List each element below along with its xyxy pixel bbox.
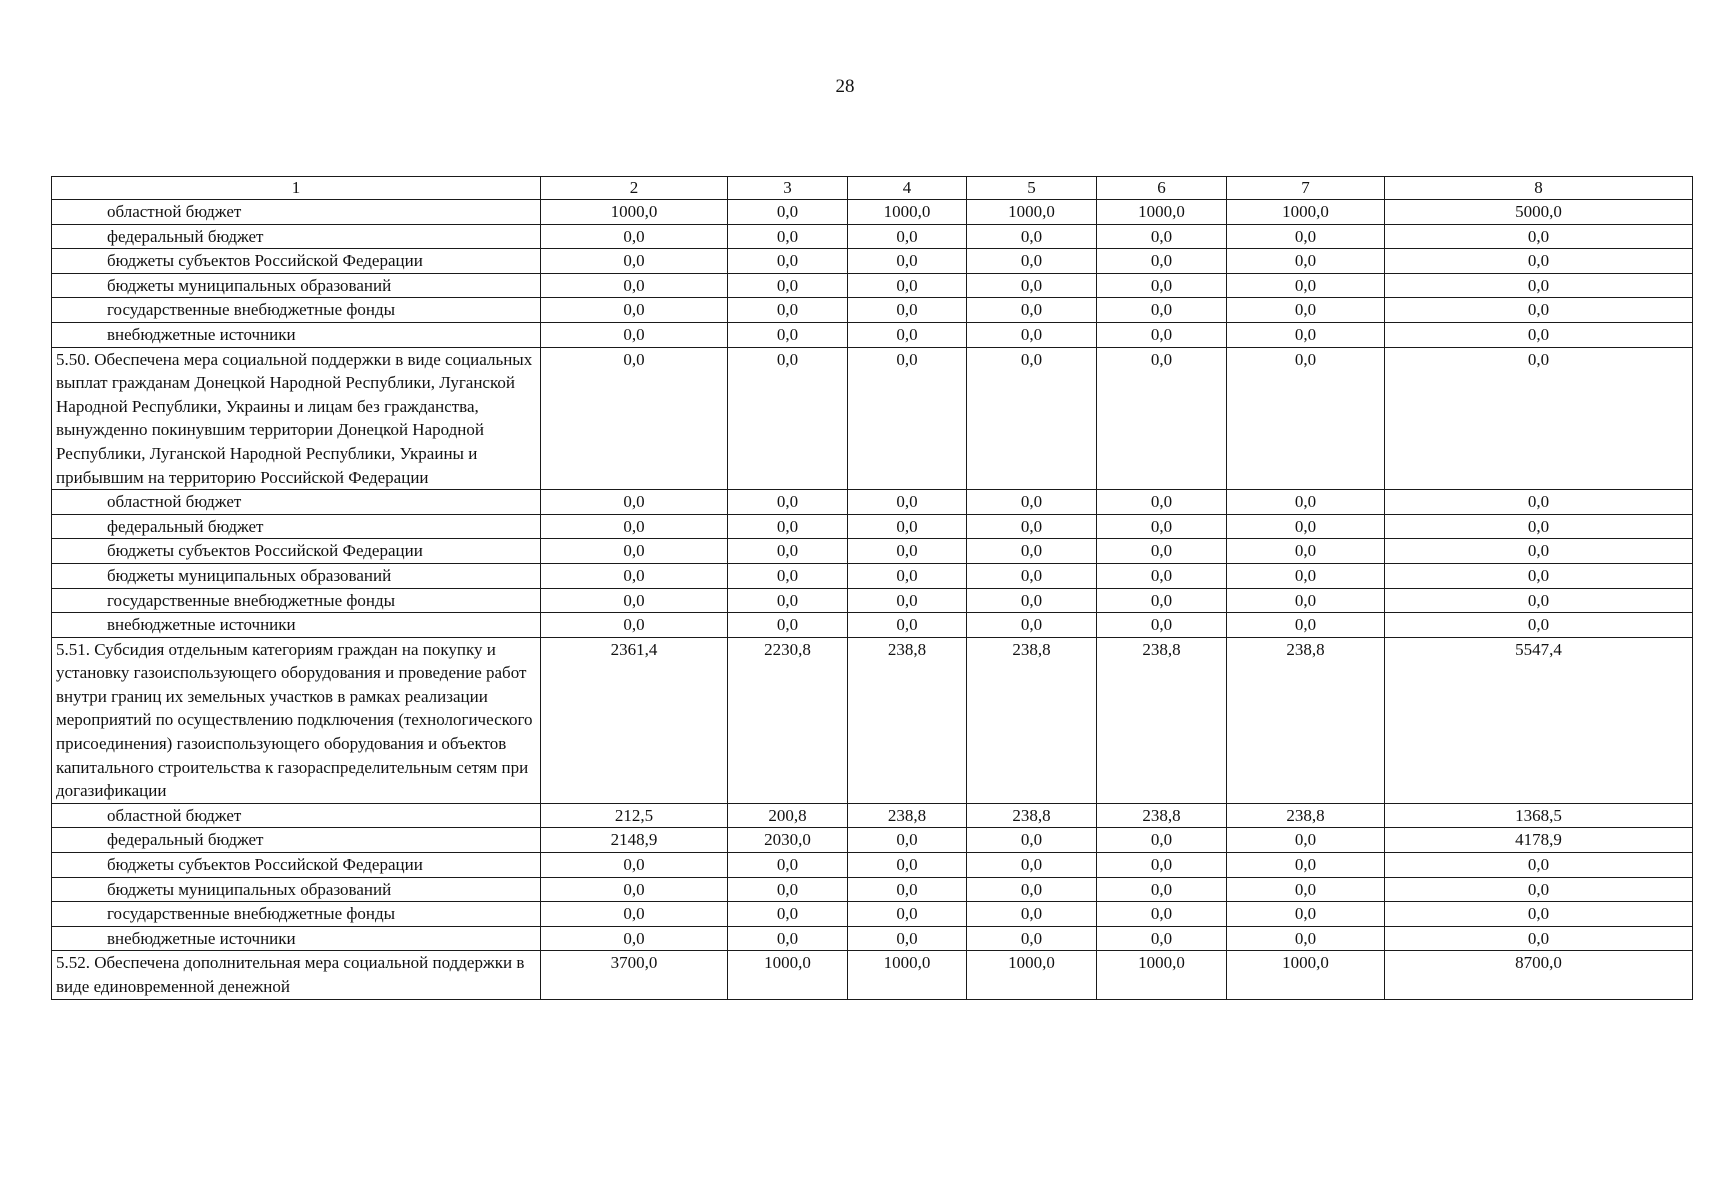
value-cell: 0,0 bbox=[1227, 902, 1385, 927]
value-cell: 2030,0 bbox=[728, 828, 848, 853]
budget-source-row bbox=[52, 539, 1693, 564]
budget-source-label: бюджеты муниципальных образований bbox=[52, 273, 541, 298]
value-cell: 0,0 bbox=[728, 613, 848, 638]
value-cell: 0,0 bbox=[728, 514, 848, 539]
value-cell: 2361,4 bbox=[541, 637, 728, 803]
value-cell: 1000,0 bbox=[1097, 200, 1227, 225]
budget-source-label: бюджеты субъектов Российской Федерации bbox=[52, 539, 541, 564]
value-cell: 0,0 bbox=[967, 613, 1097, 638]
budget-source-label: государственные внебюджетные фонды bbox=[52, 588, 541, 613]
budget-source-row bbox=[52, 803, 1693, 828]
value-cell: 0,0 bbox=[728, 490, 848, 515]
value-cell: 0,0 bbox=[1385, 902, 1693, 927]
value-cell: 0,0 bbox=[541, 347, 728, 490]
value-cell: 0,0 bbox=[1385, 224, 1693, 249]
value-cell: 0,0 bbox=[1385, 853, 1693, 878]
value-cell: 0,0 bbox=[848, 613, 967, 638]
value-cell: 0,0 bbox=[1227, 249, 1385, 274]
value-cell: 0,0 bbox=[967, 877, 1097, 902]
value-cell: 0,0 bbox=[967, 347, 1097, 490]
budget-source-row bbox=[52, 926, 1693, 951]
value-cell: 0,0 bbox=[848, 877, 967, 902]
value-cell: 212,5 bbox=[541, 803, 728, 828]
value-cell: 0,0 bbox=[1385, 877, 1693, 902]
value-cell: 0,0 bbox=[848, 588, 967, 613]
column-header: 3 bbox=[728, 177, 848, 200]
value-cell: 0,0 bbox=[1097, 322, 1227, 347]
measure-description: 5.51. Субсидия отдельным категориям граждан на покупку и установку газоиспользующего оборудования и проведение работ внутри границ их земельных участков в рамках реализации мероприятий по осуществлению подключения (технологического присоединения) газоиспользующего оборудования и объектов капитального строительства к газораспределительным сетям при догазификации bbox=[52, 637, 541, 803]
value-cell: 0,0 bbox=[1227, 273, 1385, 298]
value-cell: 0,0 bbox=[848, 273, 967, 298]
value-cell: 0,0 bbox=[1097, 347, 1227, 490]
column-header: 1 bbox=[52, 177, 541, 200]
value-cell: 0,0 bbox=[1097, 853, 1227, 878]
value-cell: 1000,0 bbox=[1097, 951, 1227, 999]
budget-source-label: федеральный бюджет bbox=[52, 514, 541, 539]
value-cell: 0,0 bbox=[1227, 224, 1385, 249]
budget-source-row bbox=[52, 322, 1693, 347]
value-cell: 1000,0 bbox=[848, 951, 967, 999]
budget-source-row bbox=[52, 200, 1693, 225]
value-cell: 0,0 bbox=[848, 902, 967, 927]
value-cell: 0,0 bbox=[848, 853, 967, 878]
value-cell: 0,0 bbox=[1227, 926, 1385, 951]
value-cell: 0,0 bbox=[967, 322, 1097, 347]
value-cell: 238,8 bbox=[848, 803, 967, 828]
value-cell: 0,0 bbox=[1227, 828, 1385, 853]
value-cell: 0,0 bbox=[541, 224, 728, 249]
value-cell: 0,0 bbox=[848, 828, 967, 853]
budget-source-row bbox=[52, 613, 1693, 638]
value-cell: 0,0 bbox=[1097, 224, 1227, 249]
value-cell: 0,0 bbox=[1097, 877, 1227, 902]
budget-source-row bbox=[52, 853, 1693, 878]
value-cell: 0,0 bbox=[1097, 490, 1227, 515]
budget-source-label: областной бюджет bbox=[52, 490, 541, 515]
value-cell: 0,0 bbox=[728, 322, 848, 347]
value-cell: 0,0 bbox=[967, 828, 1097, 853]
value-cell: 0,0 bbox=[848, 224, 967, 249]
table-body bbox=[52, 177, 1693, 1000]
value-cell: 238,8 bbox=[1227, 803, 1385, 828]
value-cell: 0,0 bbox=[1097, 588, 1227, 613]
value-cell: 0,0 bbox=[541, 902, 728, 927]
value-cell: 1000,0 bbox=[848, 200, 967, 225]
value-cell: 0,0 bbox=[967, 273, 1097, 298]
budget-source-label: внебюджетные источники bbox=[52, 613, 541, 638]
budget-source-label: внебюджетные источники bbox=[52, 926, 541, 951]
value-cell: 0,0 bbox=[1097, 926, 1227, 951]
value-cell: 0,0 bbox=[967, 853, 1097, 878]
value-cell: 1000,0 bbox=[967, 951, 1097, 999]
value-cell: 0,0 bbox=[1385, 273, 1693, 298]
value-cell: 0,0 bbox=[728, 563, 848, 588]
value-cell: 0,0 bbox=[1227, 539, 1385, 564]
value-cell: 0,0 bbox=[541, 249, 728, 274]
budget-source-label: государственные внебюджетные фонды bbox=[52, 298, 541, 323]
value-cell: 0,0 bbox=[848, 514, 967, 539]
value-cell: 0,0 bbox=[1385, 514, 1693, 539]
budget-source-row bbox=[52, 490, 1693, 515]
value-cell: 8700,0 bbox=[1385, 951, 1693, 999]
column-header: 6 bbox=[1097, 177, 1227, 200]
column-header: 5 bbox=[967, 177, 1097, 200]
value-cell: 0,0 bbox=[541, 588, 728, 613]
value-cell: 4178,9 bbox=[1385, 828, 1693, 853]
value-cell: 5000,0 bbox=[1385, 200, 1693, 225]
value-cell: 0,0 bbox=[541, 613, 728, 638]
measure-description: 5.52. Обеспечена дополнительная мера социальной поддержки в виде единовременной денежной bbox=[52, 951, 541, 999]
value-cell: 238,8 bbox=[1097, 637, 1227, 803]
value-cell: 0,0 bbox=[541, 298, 728, 323]
value-cell: 0,0 bbox=[728, 200, 848, 225]
value-cell: 0,0 bbox=[1227, 877, 1385, 902]
budget-source-row bbox=[52, 877, 1693, 902]
value-cell: 0,0 bbox=[728, 249, 848, 274]
budget-source-label: областной бюджет bbox=[52, 200, 541, 225]
budget-source-label: областной бюджет bbox=[52, 803, 541, 828]
budget-source-label: внебюджетные источники bbox=[52, 322, 541, 347]
value-cell: 0,0 bbox=[1385, 322, 1693, 347]
value-cell: 0,0 bbox=[1097, 613, 1227, 638]
budget-source-label: государственные внебюджетные фонды bbox=[52, 902, 541, 927]
value-cell: 0,0 bbox=[1097, 539, 1227, 564]
value-cell: 0,0 bbox=[848, 539, 967, 564]
value-cell: 238,8 bbox=[1097, 803, 1227, 828]
budget-source-row bbox=[52, 224, 1693, 249]
budget-source-row bbox=[52, 514, 1693, 539]
value-cell: 0,0 bbox=[541, 490, 728, 515]
value-cell: 238,8 bbox=[1227, 637, 1385, 803]
value-cell: 0,0 bbox=[1227, 322, 1385, 347]
value-cell: 0,0 bbox=[541, 322, 728, 347]
value-cell: 0,0 bbox=[848, 563, 967, 588]
value-cell: 1000,0 bbox=[728, 951, 848, 999]
value-cell: 1000,0 bbox=[1227, 951, 1385, 999]
value-cell: 0,0 bbox=[728, 224, 848, 249]
value-cell: 0,0 bbox=[848, 490, 967, 515]
table-header-row bbox=[52, 177, 1693, 200]
value-cell: 0,0 bbox=[848, 322, 967, 347]
budget-source-label: бюджеты субъектов Российской Федерации bbox=[52, 853, 541, 878]
column-header: 4 bbox=[848, 177, 967, 200]
value-cell: 0,0 bbox=[1227, 298, 1385, 323]
value-cell: 0,0 bbox=[967, 490, 1097, 515]
budget-source-row bbox=[52, 249, 1693, 274]
value-cell: 1000,0 bbox=[967, 200, 1097, 225]
value-cell: 0,0 bbox=[1385, 613, 1693, 638]
value-cell: 0,0 bbox=[541, 514, 728, 539]
value-cell: 0,0 bbox=[967, 902, 1097, 927]
measure-row bbox=[52, 637, 1693, 803]
value-cell: 0,0 bbox=[728, 588, 848, 613]
value-cell: 0,0 bbox=[848, 926, 967, 951]
budget-source-row bbox=[52, 563, 1693, 588]
value-cell: 0,0 bbox=[848, 298, 967, 323]
value-cell: 0,0 bbox=[1097, 298, 1227, 323]
value-cell: 0,0 bbox=[1385, 563, 1693, 588]
value-cell: 0,0 bbox=[967, 563, 1097, 588]
value-cell: 3700,0 bbox=[541, 951, 728, 999]
value-cell: 0,0 bbox=[848, 249, 967, 274]
budget-source-label: бюджеты муниципальных образований bbox=[52, 877, 541, 902]
budget-source-label: бюджеты субъектов Российской Федерации bbox=[52, 249, 541, 274]
value-cell: 1000,0 bbox=[541, 200, 728, 225]
column-header: 8 bbox=[1385, 177, 1693, 200]
value-cell: 0,0 bbox=[728, 902, 848, 927]
value-cell: 0,0 bbox=[967, 539, 1097, 564]
value-cell: 0,0 bbox=[541, 877, 728, 902]
value-cell: 0,0 bbox=[541, 539, 728, 564]
budget-source-label: бюджеты муниципальных образований bbox=[52, 563, 541, 588]
value-cell: 2230,8 bbox=[728, 637, 848, 803]
value-cell: 5547,4 bbox=[1385, 637, 1693, 803]
value-cell: 0,0 bbox=[728, 877, 848, 902]
value-cell: 1000,0 bbox=[1227, 200, 1385, 225]
value-cell: 0,0 bbox=[1227, 514, 1385, 539]
value-cell: 0,0 bbox=[728, 539, 848, 564]
budget-source-row bbox=[52, 298, 1693, 323]
value-cell: 0,0 bbox=[1385, 926, 1693, 951]
value-cell: 0,0 bbox=[541, 853, 728, 878]
value-cell: 0,0 bbox=[1227, 613, 1385, 638]
budget-source-row bbox=[52, 273, 1693, 298]
measure-row bbox=[52, 951, 1693, 999]
value-cell: 0,0 bbox=[848, 347, 967, 490]
value-cell: 0,0 bbox=[1097, 514, 1227, 539]
value-cell: 2148,9 bbox=[541, 828, 728, 853]
budget-source-row bbox=[52, 902, 1693, 927]
value-cell: 0,0 bbox=[1385, 347, 1693, 490]
value-cell: 0,0 bbox=[1227, 490, 1385, 515]
value-cell: 0,0 bbox=[967, 588, 1097, 613]
value-cell: 238,8 bbox=[967, 637, 1097, 803]
budget-source-label: федеральный бюджет bbox=[52, 224, 541, 249]
page-number: 28 bbox=[835, 76, 855, 97]
value-cell: 0,0 bbox=[728, 853, 848, 878]
budget-source-row bbox=[52, 588, 1693, 613]
value-cell: 0,0 bbox=[1227, 853, 1385, 878]
value-cell: 0,0 bbox=[728, 926, 848, 951]
value-cell: 0,0 bbox=[967, 298, 1097, 323]
budget-source-row bbox=[52, 828, 1693, 853]
value-cell: 0,0 bbox=[1227, 347, 1385, 490]
value-cell: 238,8 bbox=[848, 637, 967, 803]
value-cell: 0,0 bbox=[541, 926, 728, 951]
value-cell: 0,0 bbox=[967, 249, 1097, 274]
value-cell: 0,0 bbox=[1227, 563, 1385, 588]
value-cell: 1368,5 bbox=[1385, 803, 1693, 828]
value-cell: 0,0 bbox=[1385, 539, 1693, 564]
value-cell: 0,0 bbox=[541, 273, 728, 298]
budget-table bbox=[51, 176, 1693, 1000]
value-cell: 0,0 bbox=[967, 224, 1097, 249]
column-header: 7 bbox=[1227, 177, 1385, 200]
value-cell: 200,8 bbox=[728, 803, 848, 828]
value-cell: 0,0 bbox=[728, 347, 848, 490]
value-cell: 0,0 bbox=[1385, 490, 1693, 515]
value-cell: 0,0 bbox=[1385, 588, 1693, 613]
value-cell: 0,0 bbox=[728, 273, 848, 298]
value-cell: 0,0 bbox=[1097, 902, 1227, 927]
budget-source-label: федеральный бюджет bbox=[52, 828, 541, 853]
value-cell: 0,0 bbox=[1385, 249, 1693, 274]
value-cell: 0,0 bbox=[967, 926, 1097, 951]
measure-description: 5.50. Обеспечена мера социальной поддержки в виде социальных выплат гражданам Донецкой Народной Республики, Луганской Народной Республики, Украины и лицам без гражданства, вынужденно покинувшим территории Донецкой Народной Республики, Луганской Народной Республики, Украины и прибывшим на территорию Российской Федерации bbox=[52, 347, 541, 490]
value-cell: 0,0 bbox=[967, 514, 1097, 539]
value-cell: 238,8 bbox=[967, 803, 1097, 828]
value-cell: 0,0 bbox=[1097, 273, 1227, 298]
measure-row bbox=[52, 347, 1693, 490]
value-cell: 0,0 bbox=[541, 563, 728, 588]
value-cell: 0,0 bbox=[1385, 298, 1693, 323]
value-cell: 0,0 bbox=[1097, 563, 1227, 588]
value-cell: 0,0 bbox=[728, 298, 848, 323]
value-cell: 0,0 bbox=[1227, 588, 1385, 613]
column-header: 2 bbox=[541, 177, 728, 200]
value-cell: 0,0 bbox=[1097, 828, 1227, 853]
value-cell: 0,0 bbox=[1097, 249, 1227, 274]
